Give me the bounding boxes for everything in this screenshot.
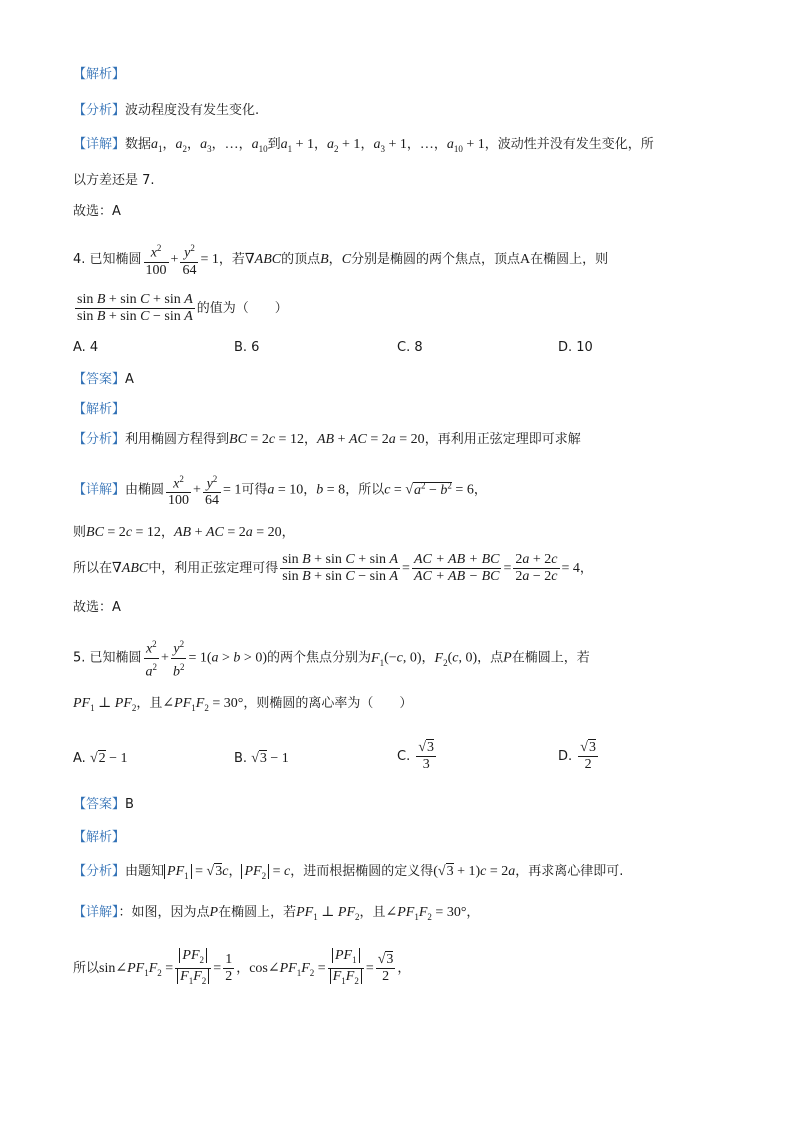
- q5-detail: 【详解】：如图，因为点P在椭圆上，若$PF_1$ ⊥ $PF_2$，且$\angle PF_1F_2 = 30^\circ$，: [73, 905, 480, 922]
- q5-option-d: D. $\frac{√3}{2}$: [558, 740, 596, 772]
- q4-detail-line3: 所以在∇ABC中，利用正弦定理可得 $\frac{\text{sin B + sin C + sin A}}{\text{sin B + sin C − sin A}}$ = $\frac{AC + AB + BC}{AC + AB - BC}$ = $\frac{2a + 2c}{2a - 2c}$ = 4，: [73, 552, 593, 584]
- q4-choose: 故选：A: [73, 600, 121, 615]
- q3-detail-line2: 以方差还是 7.: [73, 173, 155, 188]
- analysis-tag: 【解析】: [73, 67, 126, 82]
- q4-option-d: D. 10: [558, 340, 593, 355]
- q4-option-c: C. 8: [397, 340, 423, 355]
- q4-analysis-tag: 【解析】: [73, 402, 126, 417]
- q4-detail: 【详解】由椭圆 $\frac{x^2}{100}$ + $\frac{y^2}{64}$ = 1可得a = 10，b = 8，所以$c = √a^2 - b^2 = 6$，: [73, 468, 487, 509]
- q5-fenxi: 【分析】由题知 $PF_1 = √3c$， $PF_2 = c$，进而根据椭圆的定义得(√3 + 1)c = 2a，再求离心律即可.: [73, 864, 624, 881]
- q5-detail-line2: 所以$\sin\angle PF_1F_2$ = $\frac{PF_2}{F_1F_2}$ = $\frac{1}{2}$ ，$\cos\angle PF_1F_2$ = $\frac{PF_1}{F_1F_2}$ = $\frac{√3}{2}$ ，: [73, 948, 411, 986]
- q3-choose: 故选：A: [73, 204, 121, 219]
- q3-fenxi: 【分析】波动程度没有发生变化.: [73, 103, 260, 118]
- q5-stem: 5. 已知椭圆 $\frac{x^2}{a^2}$ + $\frac{y^2}{b^2}$ = 1(a > b > 0)的两个焦点分别为$F_1(-c$, 0)，$F_2(c$, 0)，点P在椭圆上，若: [73, 636, 590, 680]
- q5-option-b: B. √3 − 1: [234, 751, 289, 766]
- q5-option-c: C. $\frac{√3}{3}$: [397, 740, 435, 772]
- q5-analysis-tag: 【解析】: [73, 830, 126, 845]
- q4-stem-line2: $\frac{\text{sin B + sin C + sin A}}{\text{sin B + sin C − sin A}}$ 的值为（ ）: [77, 292, 288, 324]
- q4-option-b: B. 6: [234, 340, 260, 355]
- q4-stem: 4. 已知椭圆 $\frac{x^2}{100}$ + $\frac{y^2}{64}$ = 1，若∇ABC的顶点B，C分别是椭圆的两个焦点，顶点A在椭圆上，则: [73, 240, 608, 279]
- q4-answer: 【答案】A: [73, 372, 134, 387]
- q3-detail: 【详解】数据$a_1$，$a_2$，$a_3$，…，$a_{10}$到$a_1 + 1$，$a_2 + 1$，$a_3 + 1$，…，$a_{10} + 1$，波动性并没有发生变化，所: [73, 137, 654, 154]
- q5-option-a: A. √2 − 1: [73, 751, 128, 766]
- q4-option-a: A. 4: [73, 340, 99, 355]
- q5-answer: 【答案】B: [73, 797, 134, 812]
- q5-stem-line2: $PF_1$ ⊥ $PF_2$，且$\angle PF_1F_2 = 30^\circ$，则椭圆的离心率为（ ）: [73, 696, 413, 713]
- q4-detail-line2: 则BC = 2c = 12，AB + AC = 2a = 20，: [73, 525, 295, 540]
- q4-fenxi: 【分析】利用椭圆方程得到BC = 2c = 12，AB + AC = 2a = 20，再利用正弦定理即可求解: [73, 432, 581, 447]
